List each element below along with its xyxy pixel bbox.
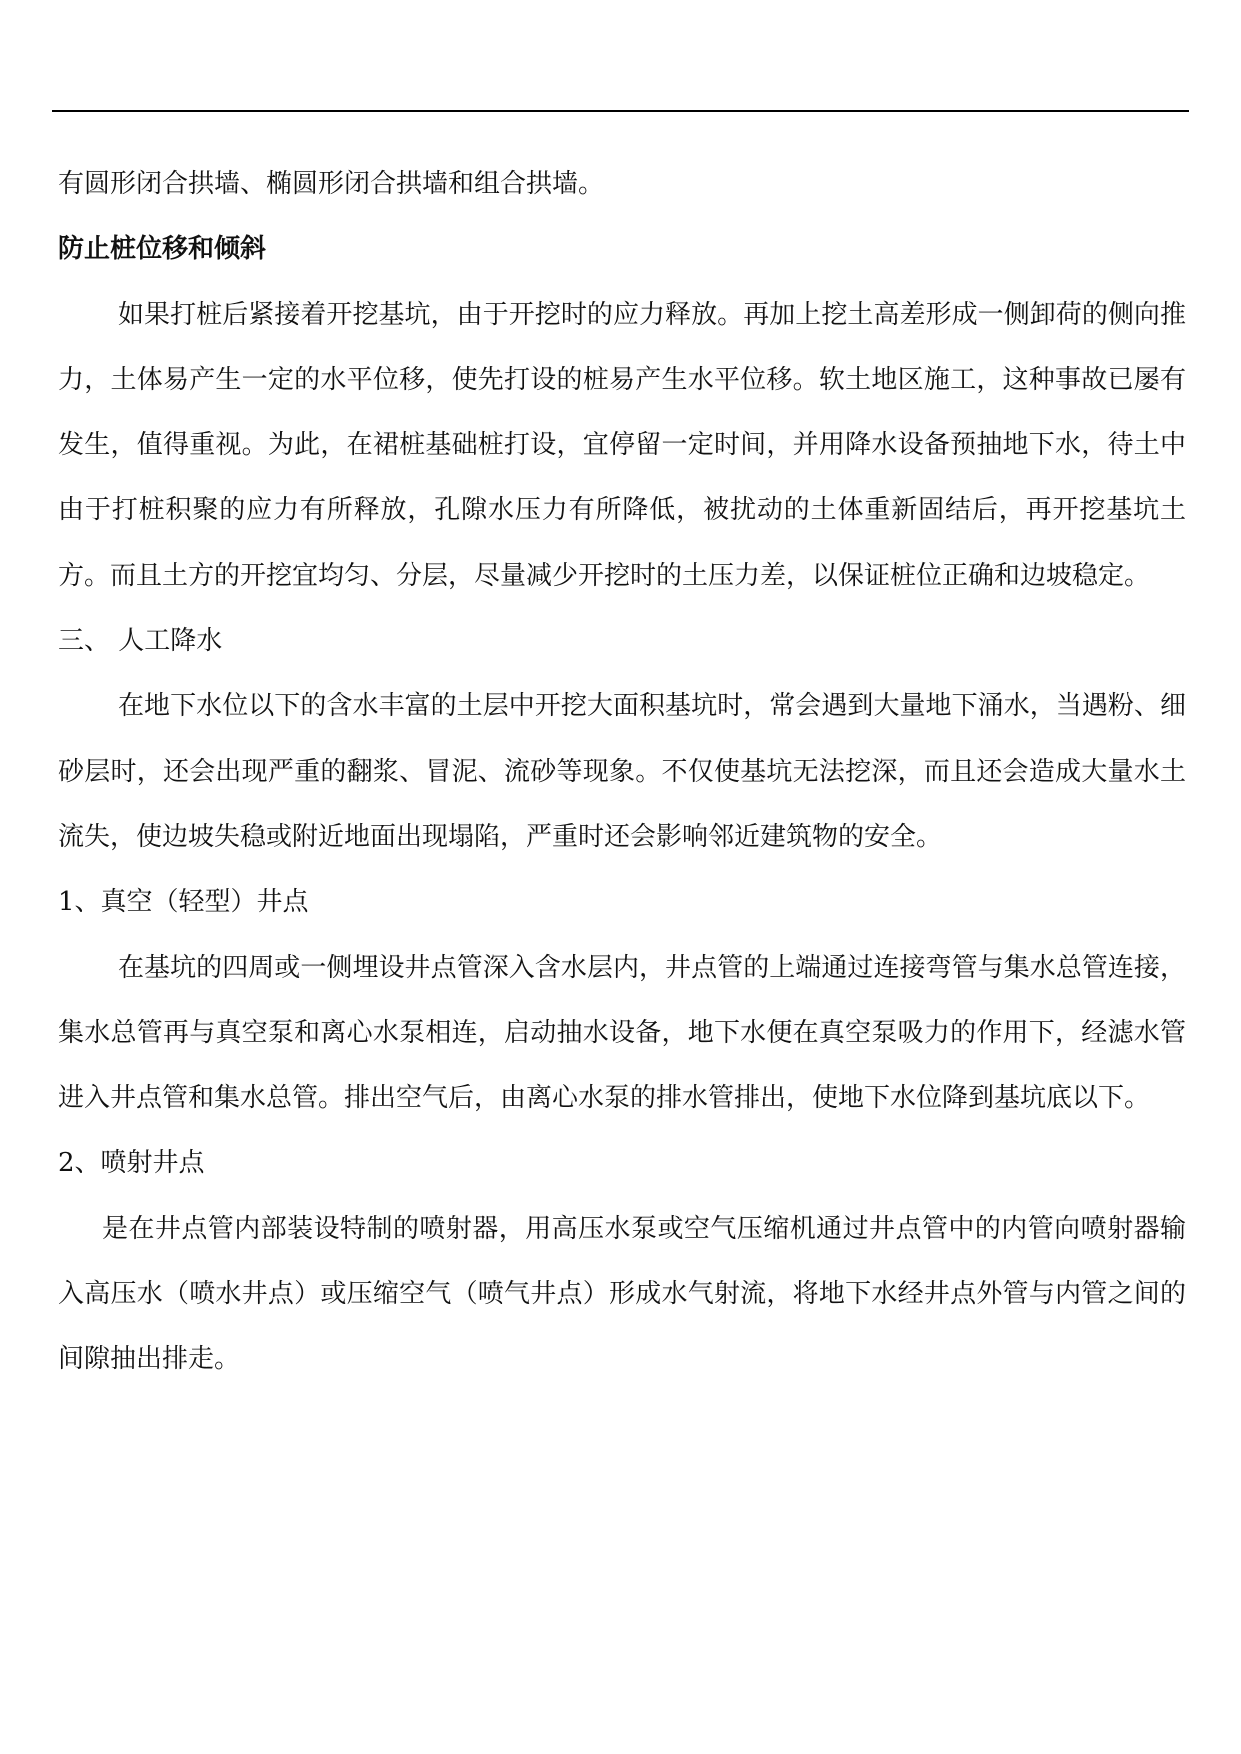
section-heading-pile-displacement: 防止桩位移和倾斜 [58,234,267,265]
paragraph-arch-walls: 有圆形闭合拱墙、椭圆形闭合拱墙和组合拱墙。 [58,169,605,199]
paragraph-pile-displacement: 如果打桩后紧接着开挖基坑，由于开挖时的应力释放。再加上挖土高差形成一侧卸荷的侧向推力，土体易产生一定的水平位移，使先打设的桩易产生水平位移。软土地区施工，这种事故已屡有发生，值得重视。为此，在裙桩基础桩打设，宜停留一定时间，并用降水设备预抽地下水，待土中由于打桩积聚的应力有所释放，孔隙水压力有所降低，被扰动的土体重新固结后，再开挖基坑土方。而且土方的开挖宜均匀、分层，尽量减少开挖时的土压力差，以保证桩位正确和边坡稳定。 [58,299,1186,591]
paragraph-dewatering-intro: 在地下水位以下的含水丰富的土层中开挖大面积基坑时，常会遇到大量地下涌水，当遇粉、细砂层时，还会出现严重的翻浆、冒泥、流砂等现象。不仅使基坑无法挖深，而且还会造成大量水土流失，使边坡失稳或附近地面出现塌陷，严重时还会影响邻近建筑物的安全。 [58,691,1186,852]
subsection-heading-jet-wellpoint: 2、喷射井点 [58,1148,205,1179]
subsection-heading-vacuum-wellpoint: 1、真空（轻型）井点 [58,887,309,918]
paragraph-jet-wellpoint: 是在井点管内部装设特制的喷射器，用高压水泵或空气压缩机通过井点管中的内管向喷射器输入高压水（喷水井点）或压缩空气（喷气井点）形成水气射流，将地下水经井点外管与内管之间的间隙抽出排走。 [58,1213,1186,1375]
paragraph-vacuum-wellpoint: 在基坑的四周或一侧埋设井点管深入含水层内，井点管的上端通过连接弯管与集水总管连接，集水总管再与真空泵和离心水泵相连，启动抽水设备，地下水便在真空泵吸力的作用下，经滤水管进入井点管和集水总管。排出空气后，由离心水泵的排水管排出，使地下水位降到基坑底以下。 [58,952,1186,1114]
document-body [58,152,1186,1393]
header-rule [52,110,1189,112]
section-heading-artificial-dewatering: 三、 人工降水 [58,626,223,657]
